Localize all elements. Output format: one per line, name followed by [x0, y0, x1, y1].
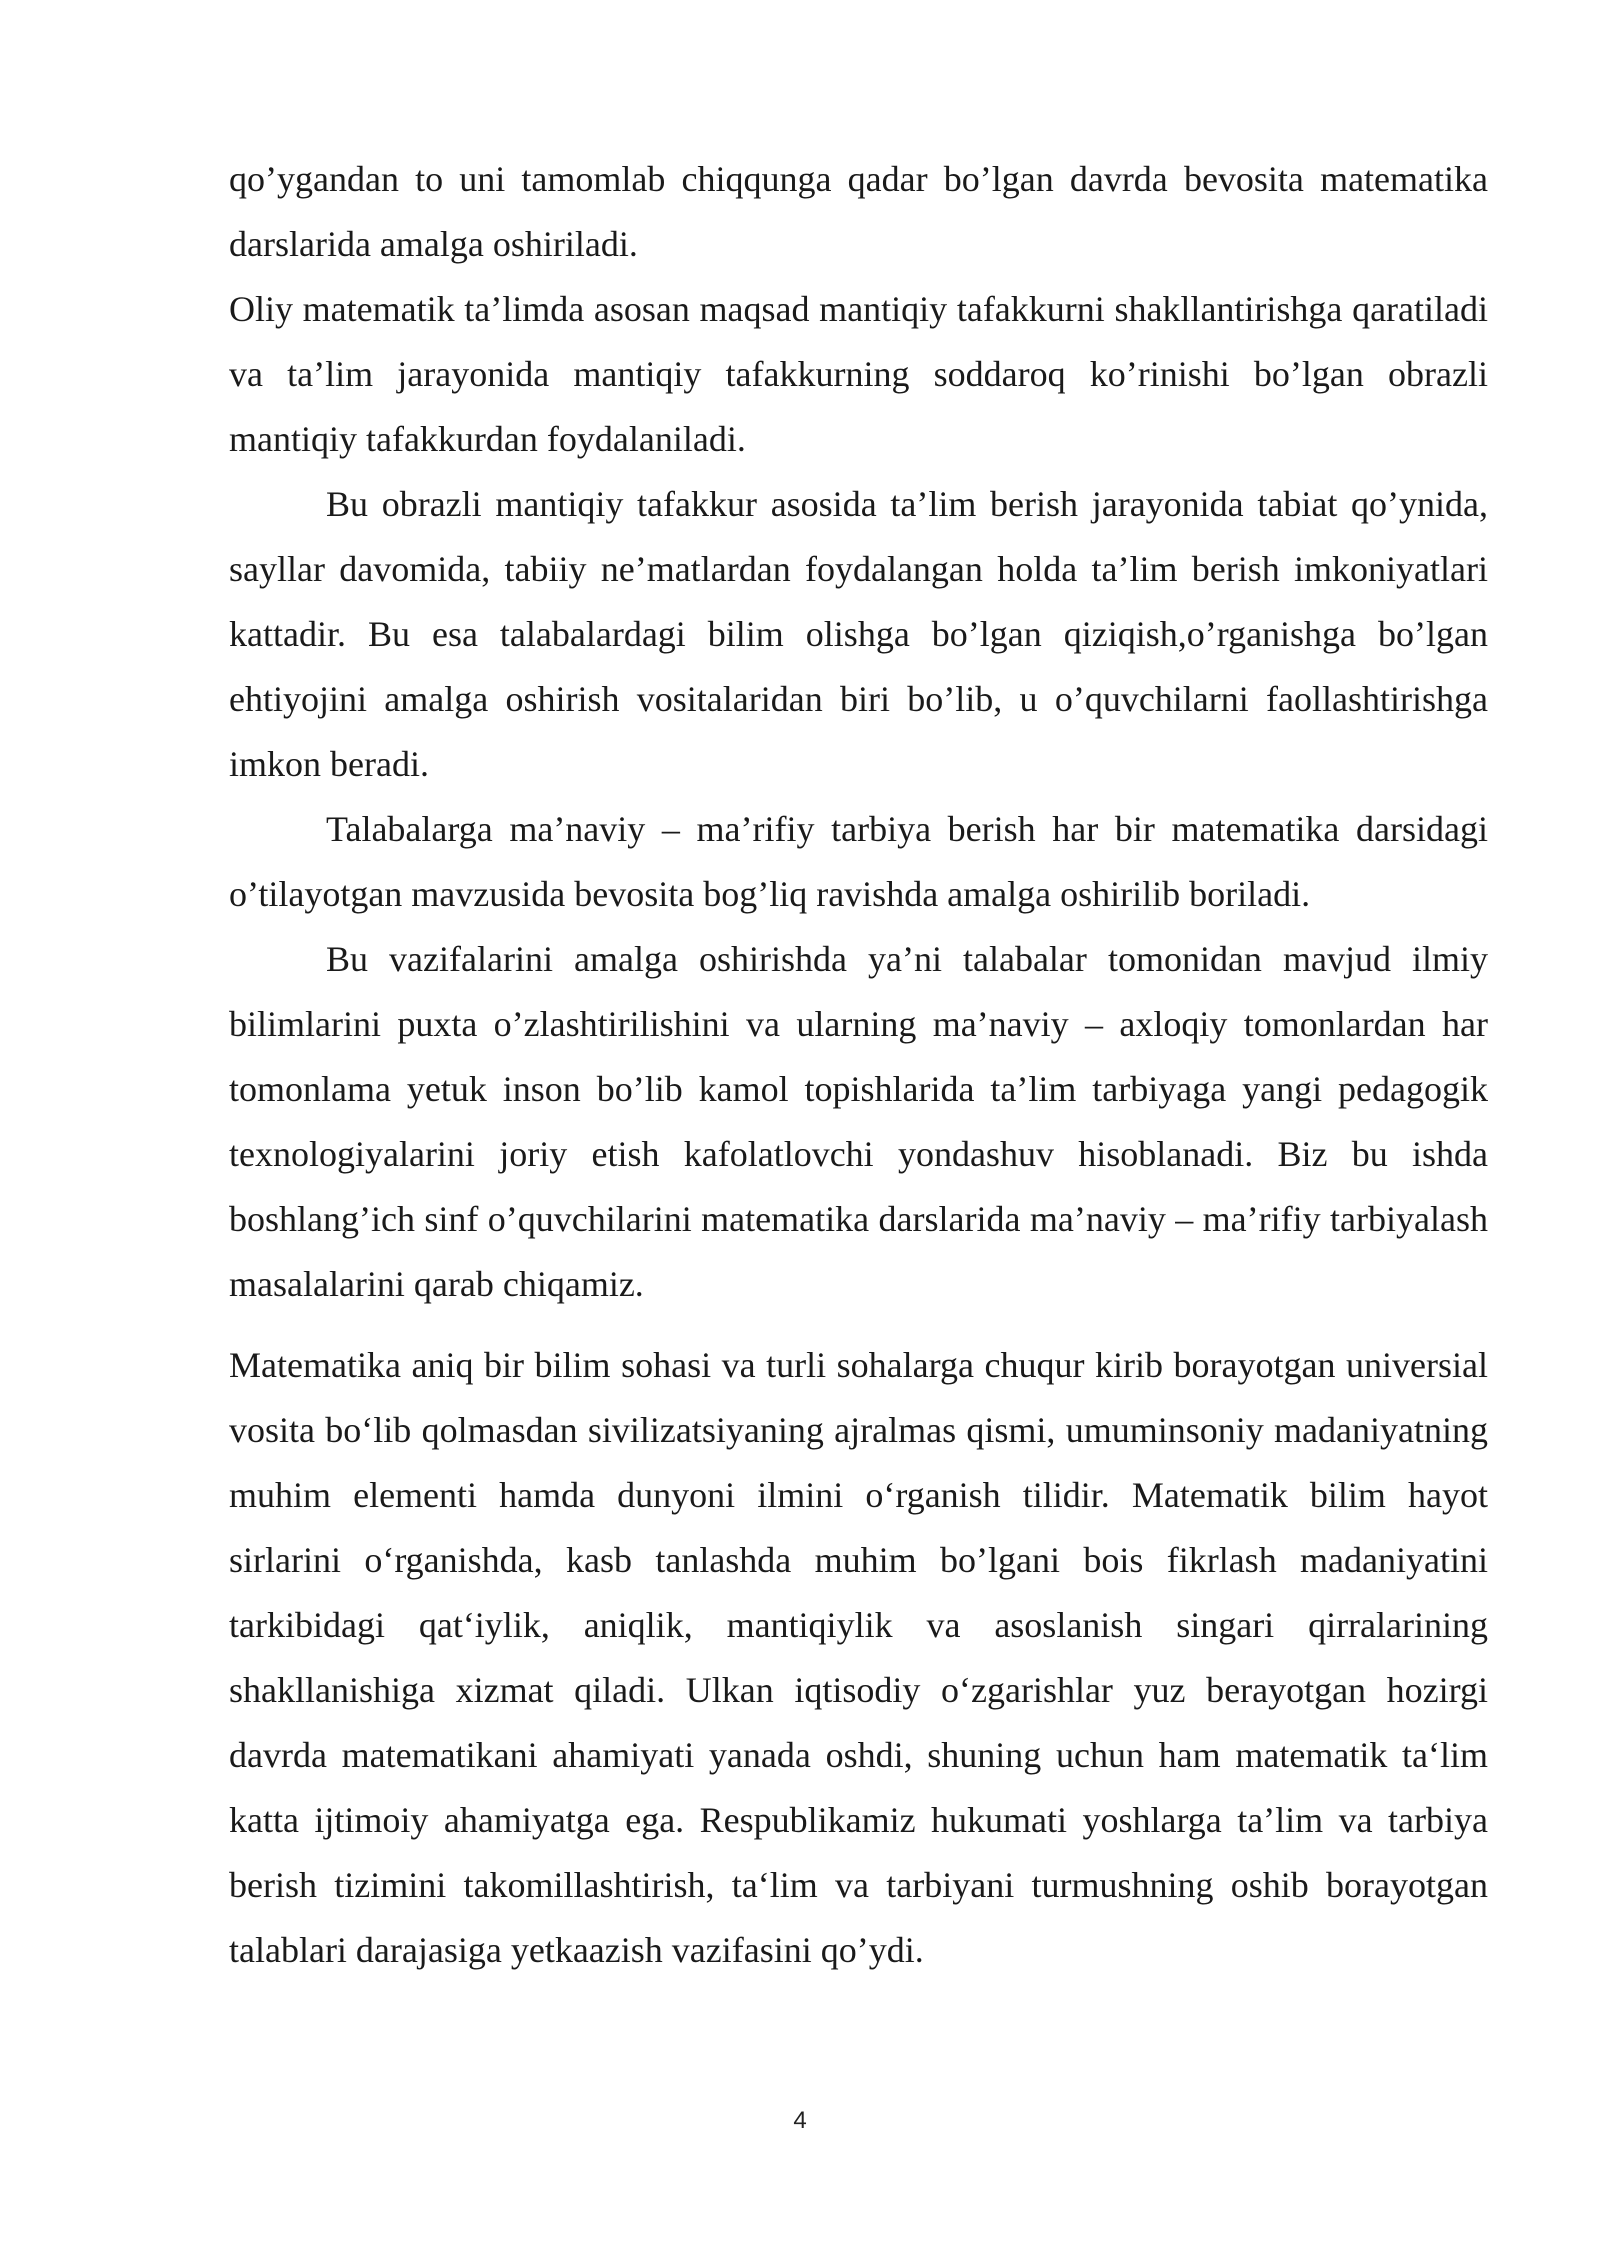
- paragraph-vazifalar: Bu vazifalarini amalga oshirishda ya’ni talabalar tomonidan mavjud ilmiy bilimlarini puxta o’zlashtirilishini va ularning ma’naviy – axloqiy tomonlardan har tomonlama yetuk inson bo’lib kamol topishlarida ta’lim tarbiyaga yangi pedagogik texnologiyalarini joriy etish kafolatlovchi yondashuv hisoblanadi. Biz bu ishda boshlang’ich sinf o’quvchilarini matematika darslarida ma’naviy – ma’rifiy tarbiyalash masalalarini qarab chiqamiz.: [229, 939, 1488, 1304]
- paragraph-oliy-talim: Oliy matematik ta’limda asosan maqsad mantiqiy tafakkurni shakllantirishga qaratiladi va ta’lim jarayonida mantiqiy tafakkurning soddaroq ko’rinishi bo’lgan obrazli mantiqiy tafakkurdan foydalaniladi.: [229, 289, 1488, 459]
- paragraph-matematika: Matematika aniq bir bilim sohasi va turli sohalarga chuqur kirib borayotgan universial vosita bo‘lib qolmasdan sivilizatsiyaning ajralmas qismi, umuminsoniy madaniyatning muhim elementi hamda dunyoni ilmini o‘rganish tilidir. Matematik bilim hayot sirlarini o‘rganishda, kasb tanlashda muhim bo’lgani bois fikrlash madaniyatini tarkibidagi qat‘iylik, aniqlik, mantiqiylik va asoslanish singari qirralarining shakllanishiga xizmat qiladi. Ulkan iqtisodiy o‘zgarishlar yuz berayotgan hozirgi davrda matematikani ahamiyati yanada oshdi, shuning uchun ham matematik ta‘lim katta ijtimoiy ahamiyatga ega. Respublikamiz hukumati yoshlarga ta’lim va tarbiya berish tizimini takomillashtirish, ta‘lim va tarbiyani turmushning oshib borayotgan talablari darajasiga yetkaazish vazifasini qo’ydi.: [229, 1345, 1488, 1970]
- paragraph-continuation: qo’ygandan to uni tamomlab chiqqunga qadar bo’lgan davrda bevosita matematika darslarida amalga oshiriladi.: [229, 159, 1488, 264]
- page-number: 4: [793, 2107, 807, 2134]
- paragraph-manaviy-tarbiya: Talabalarga ma’naviy – ma’rifiy tarbiya berish har bir matematika darsidagi o’tilayotgan mavzusida bevosita bog’liq ravishda amalga oshirilib boriladi.: [229, 809, 1488, 914]
- page-body: [229, 147, 1488, 1983]
- paragraph-obrazli-tafakkur: Bu obrazli mantiqiy tafakkur asosida ta’lim berish jarayonida tabiat qo’ynida, sayllar davomida, tabiiy ne’matlardan foydalangan holda ta’lim berish imkoniyatlari kattadir. Bu esa talabalardagi bilim olishga bo’lgan qiziqish,o’rganishga bo’lgan ehtiyojini amalga oshirish vositalaridan biri bo’lib, u o’quvchilarni faollashtirishga imkon beradi.: [229, 484, 1488, 784]
